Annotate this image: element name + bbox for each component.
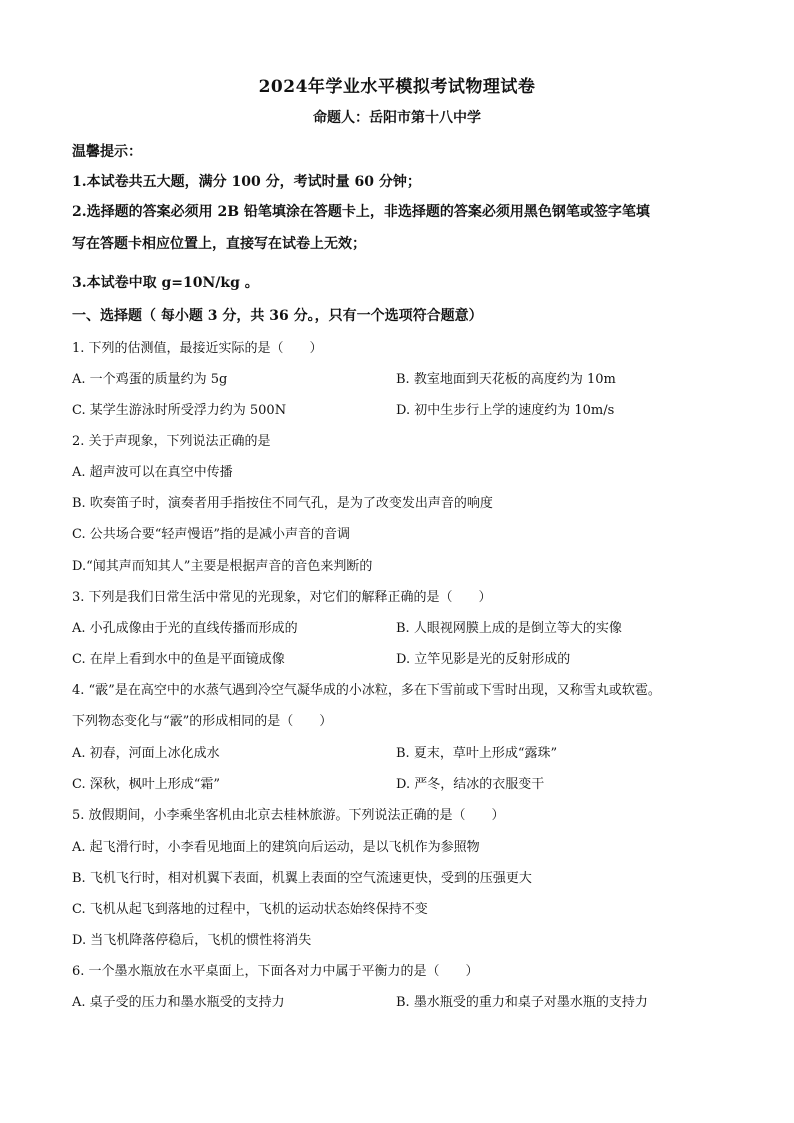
page-title: 2024年学业水平模拟考试物理试卷	[258, 77, 536, 97]
notice-heading: 温馨提示：	[72, 144, 142, 160]
question-4-option-b: B. 夏末，草叶上形成“露珠”	[396, 746, 558, 761]
question-6-option-b: B. 墨水瓶受的重力和桌子对墨水瓶的支持力	[396, 995, 648, 1010]
notice-item-3: 3.本试卷中取 g=10N/kg 。	[72, 275, 259, 291]
section-heading: 一、选择题（ 每小题 3 分，共 36 分。，只有一个选项符合题意）	[72, 308, 483, 324]
question-2-option-b: B. 吹奏笛子时，演奏者用手指按住不同气孔，是为了改变发出声音的响度	[72, 496, 493, 511]
question-4-stem-line-2: 下列物态变化与“霰”的形成相同的是（ ）	[72, 714, 333, 729]
author-line: 命题人：岳阳市第十八中学	[313, 110, 481, 126]
question-3-option-c: C. 在岸上看到水中的鱼是平面镜成像	[72, 652, 285, 667]
question-2-option-d: D.“闻其声而知其人”主要是根据声音的音色来判断的	[72, 559, 373, 574]
question-1-option-b: B. 教室地面到天花板的高度约为 10m	[396, 372, 616, 387]
question-5-option-b: B. 飞机飞行时，相对机翼下表面，机翼上表面的空气流速更快，受到的压强更大	[72, 871, 532, 886]
question-6-stem: 6. 一个墨水瓶放在水平桌面上，下面各对力中属于平衡力的是（ ）	[72, 964, 479, 979]
notice-item-2a: 2.选择题的答案必须用 2B 铅笔填涂在答题卡上，非选择题的答案必须用黑色钢笔或签字笔填	[72, 204, 650, 220]
question-3-stem: 3. 下列是我们日常生活中常见的光现象，对它们的解释正确的是（ ）	[72, 590, 492, 605]
question-2-option-c: C. 公共场合要“轻声慢语”指的是减小声音的音调	[72, 527, 351, 542]
question-5-stem: 5. 放假期间，小李乘坐客机由北京去桂林旅游。下列说法正确的是（ ）	[72, 808, 505, 823]
question-3-option-a: A. 小孔成像由于光的直线传播而形成的	[72, 621, 298, 636]
notice-item-1: 1.本试卷共五大题，满分 100 分，考试时量 60 分钟；	[72, 174, 421, 190]
question-5-option-d: D. 当飞机降落停稳后，飞机的惯性将消失	[72, 933, 312, 948]
question-2-option-a: A. 超声波可以在真空中传播	[72, 465, 233, 480]
question-5-option-c: C. 飞机从起飞到落地的过程中，飞机的运动状态始终保持不变	[72, 902, 428, 917]
question-1-option-d: D. 初中生步行上学的速度约为 10m/s	[396, 403, 615, 418]
question-4-option-d: D. 严冬，结冰的衣服变干	[396, 777, 545, 792]
question-2-stem: 2. 关于声现象，下列说法正确的是	[72, 434, 271, 449]
notice-item-2b: 写在答题卡相应位置上，直接写在试卷上无效；	[72, 236, 366, 252]
question-4-stem-line-1: 4. “霰”是在高空中的水蒸气遇到冷空气凝华成的小冰粒，多在下雪前或下雪时出现，又称雪丸或软雹。	[72, 683, 661, 698]
question-1-option-a: A. 一个鸡蛋的质量约为 5g	[72, 372, 228, 387]
question-3-option-b: B. 人眼视网膜上成的是倒立等大的实像	[396, 621, 622, 636]
question-6-option-a: A. 桌子受的压力和墨水瓶受的支持力	[72, 995, 285, 1010]
question-1-option-c: C. 某学生游泳时所受浮力约为 500N	[72, 403, 287, 418]
question-4-option-a: A. 初春，河面上冰化成水	[72, 746, 220, 761]
question-1-stem: 1. 下列的估测值，最接近实际的是（ ）	[72, 341, 323, 356]
question-3-option-d: D. 立竿见影是光的反射形成的	[396, 652, 571, 667]
question-5-option-a: A. 起飞滑行时，小李看见地面上的建筑向后运动，是以飞机作为参照物	[72, 840, 480, 855]
question-4-option-c: C. 深秋，枫叶上形成“霜”	[72, 777, 221, 792]
